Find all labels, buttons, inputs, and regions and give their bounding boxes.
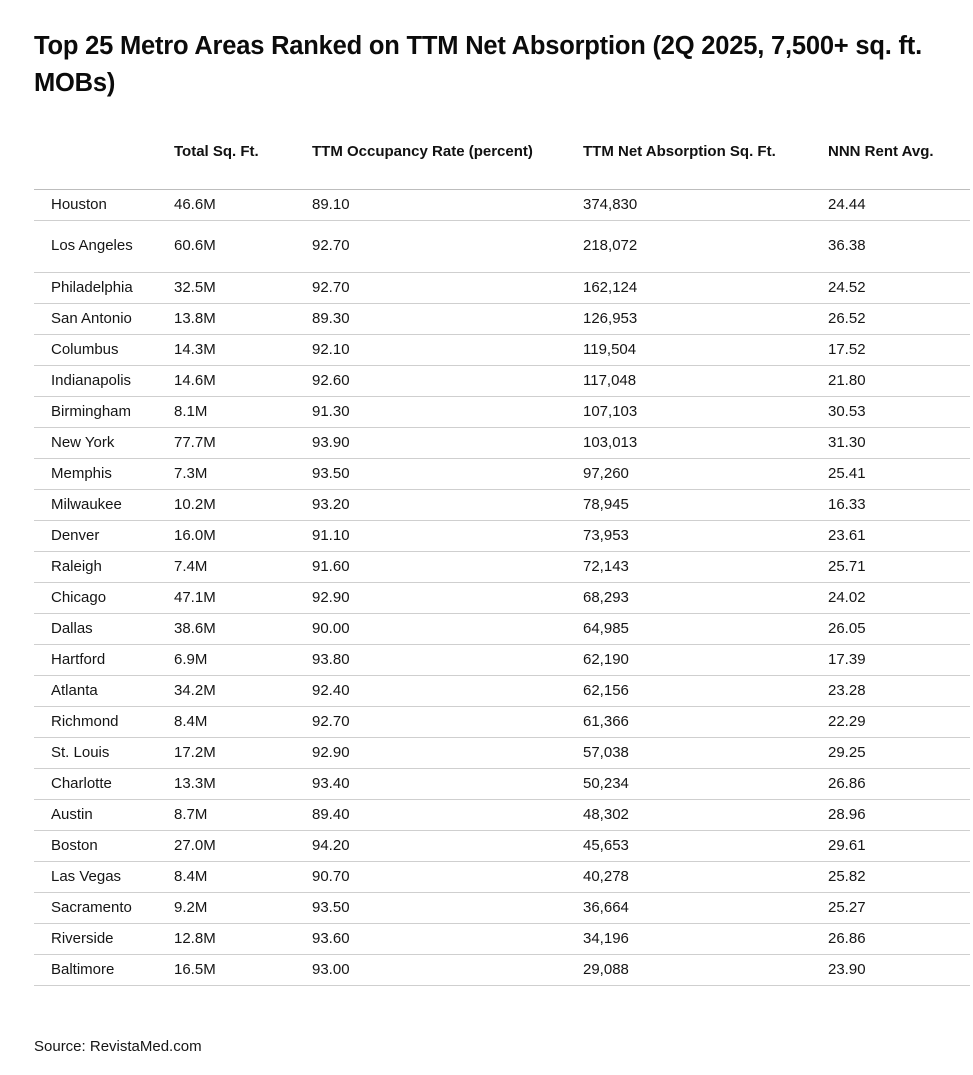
cell-occupancy-rate: 91.10 <box>312 520 583 551</box>
cell-total-sq-ft: 34.2M <box>174 675 312 706</box>
cell-total-sq-ft: 14.3M <box>174 334 312 365</box>
table-row <box>34 272 970 303</box>
cell-net-absorption: 62,190 <box>583 644 828 675</box>
cell-metro-name: St. Louis <box>34 737 174 768</box>
cell-total-sq-ft: 12.8M <box>174 923 312 954</box>
cell-occupancy-rate: 93.80 <box>312 644 583 675</box>
cell-nnn-rent: 23.90 <box>828 954 970 985</box>
cell-metro-name: Las Vegas <box>34 861 174 892</box>
table-row <box>34 458 970 489</box>
cell-total-sq-ft: 16.5M <box>174 954 312 985</box>
cell-occupancy-rate: 92.90 <box>312 737 583 768</box>
cell-nnn-rent: 30.53 <box>828 396 970 427</box>
cell-nnn-rent: 26.52 <box>828 303 970 334</box>
cell-occupancy-rate: 93.50 <box>312 892 583 923</box>
cell-net-absorption: 50,234 <box>583 768 828 799</box>
cell-net-absorption: 126,953 <box>583 303 828 334</box>
cell-occupancy-rate: 92.70 <box>312 272 583 303</box>
header-metro <box>34 140 174 189</box>
cell-total-sq-ft: 60.6M <box>174 220 312 272</box>
cell-occupancy-rate: 92.70 <box>312 706 583 737</box>
table-row <box>34 365 970 396</box>
cell-nnn-rent: 24.52 <box>828 272 970 303</box>
table-row <box>34 861 970 892</box>
cell-net-absorption: 40,278 <box>583 861 828 892</box>
cell-metro-name: Houston <box>34 189 174 220</box>
cell-metro-name: Dallas <box>34 613 174 644</box>
cell-metro-name: Austin <box>34 799 174 830</box>
table-row <box>34 334 970 365</box>
cell-metro-name: Birmingham <box>34 396 174 427</box>
cell-occupancy-rate: 91.30 <box>312 396 583 427</box>
cell-metro-name: Chicago <box>34 582 174 613</box>
cell-metro-name: Riverside <box>34 923 174 954</box>
cell-nnn-rent: 25.82 <box>828 861 970 892</box>
table-row <box>34 706 970 737</box>
cell-net-absorption: 57,038 <box>583 737 828 768</box>
cell-metro-name: Los Angeles <box>34 220 174 272</box>
cell-net-absorption: 117,048 <box>583 365 828 396</box>
cell-nnn-rent: 26.86 <box>828 768 970 799</box>
table-row <box>34 737 970 768</box>
cell-occupancy-rate: 92.70 <box>312 220 583 272</box>
cell-total-sq-ft: 8.1M <box>174 396 312 427</box>
cell-nnn-rent: 24.44 <box>828 189 970 220</box>
cell-metro-name: Atlanta <box>34 675 174 706</box>
cell-nnn-rent: 23.61 <box>828 520 970 551</box>
cell-metro-name: Milwaukee <box>34 489 174 520</box>
cell-occupancy-rate: 92.40 <box>312 675 583 706</box>
cell-net-absorption: 78,945 <box>583 489 828 520</box>
cell-net-absorption: 73,953 <box>583 520 828 551</box>
table-row <box>34 520 970 551</box>
cell-nnn-rent: 26.05 <box>828 613 970 644</box>
cell-occupancy-rate: 92.10 <box>312 334 583 365</box>
cell-nnn-rent: 17.39 <box>828 644 970 675</box>
cell-nnn-rent: 25.71 <box>828 551 970 582</box>
cell-occupancy-rate: 93.00 <box>312 954 583 985</box>
table-row <box>34 489 970 520</box>
cell-total-sq-ft: 13.3M <box>174 768 312 799</box>
cell-metro-name: Philadelphia <box>34 272 174 303</box>
cell-net-absorption: 72,143 <box>583 551 828 582</box>
table-row <box>34 427 970 458</box>
cell-occupancy-rate: 89.30 <box>312 303 583 334</box>
header-total-sq-ft: Total Sq. Ft. <box>174 140 312 189</box>
cell-total-sq-ft: 6.9M <box>174 644 312 675</box>
cell-metro-name: Denver <box>34 520 174 551</box>
cell-nnn-rent: 16.33 <box>828 489 970 520</box>
cell-total-sq-ft: 77.7M <box>174 427 312 458</box>
cell-occupancy-rate: 90.70 <box>312 861 583 892</box>
cell-net-absorption: 119,504 <box>583 334 828 365</box>
source-note: Source: RevistaMed.com <box>34 1038 202 1055</box>
cell-total-sq-ft: 38.6M <box>174 613 312 644</box>
cell-nnn-rent: 28.96 <box>828 799 970 830</box>
metro-absorption-table <box>34 140 970 986</box>
cell-net-absorption: 36,664 <box>583 892 828 923</box>
cell-total-sq-ft: 7.4M <box>174 551 312 582</box>
table-row <box>34 954 970 985</box>
cell-occupancy-rate: 93.40 <box>312 768 583 799</box>
cell-nnn-rent: 26.86 <box>828 923 970 954</box>
table-row <box>34 189 970 220</box>
cell-metro-name: Charlotte <box>34 768 174 799</box>
cell-net-absorption: 45,653 <box>583 830 828 861</box>
cell-total-sq-ft: 10.2M <box>174 489 312 520</box>
table-row <box>34 830 970 861</box>
cell-total-sq-ft: 13.8M <box>174 303 312 334</box>
table-row <box>34 582 970 613</box>
table-row <box>34 923 970 954</box>
cell-net-absorption: 34,196 <box>583 923 828 954</box>
cell-occupancy-rate: 93.50 <box>312 458 583 489</box>
cell-nnn-rent: 17.52 <box>828 334 970 365</box>
cell-metro-name: New York <box>34 427 174 458</box>
cell-occupancy-rate: 94.20 <box>312 830 583 861</box>
table-body <box>34 189 970 985</box>
cell-total-sq-ft: 17.2M <box>174 737 312 768</box>
table-row <box>34 675 970 706</box>
table-row <box>34 613 970 644</box>
cell-metro-name: Richmond <box>34 706 174 737</box>
cell-nnn-rent: 22.29 <box>828 706 970 737</box>
cell-nnn-rent: 25.27 <box>828 892 970 923</box>
table-row <box>34 892 970 923</box>
cell-total-sq-ft: 8.7M <box>174 799 312 830</box>
table-row <box>34 220 970 272</box>
cell-metro-name: Raleigh <box>34 551 174 582</box>
cell-net-absorption: 48,302 <box>583 799 828 830</box>
cell-nnn-rent: 31.30 <box>828 427 970 458</box>
cell-total-sq-ft: 27.0M <box>174 830 312 861</box>
cell-nnn-rent: 25.41 <box>828 458 970 489</box>
cell-occupancy-rate: 92.60 <box>312 365 583 396</box>
cell-net-absorption: 62,156 <box>583 675 828 706</box>
cell-net-absorption: 103,013 <box>583 427 828 458</box>
table-row <box>34 303 970 334</box>
cell-net-absorption: 218,072 <box>583 220 828 272</box>
cell-total-sq-ft: 9.2M <box>174 892 312 923</box>
cell-occupancy-rate: 89.10 <box>312 189 583 220</box>
cell-metro-name: Baltimore <box>34 954 174 985</box>
cell-nnn-rent: 24.02 <box>828 582 970 613</box>
cell-total-sq-ft: 7.3M <box>174 458 312 489</box>
cell-occupancy-rate: 92.90 <box>312 582 583 613</box>
cell-occupancy-rate: 93.20 <box>312 489 583 520</box>
cell-metro-name: San Antonio <box>34 303 174 334</box>
cell-net-absorption: 68,293 <box>583 582 828 613</box>
cell-metro-name: Columbus <box>34 334 174 365</box>
table-row <box>34 799 970 830</box>
metro-table-container <box>34 140 970 986</box>
cell-metro-name: Memphis <box>34 458 174 489</box>
table-row <box>34 768 970 799</box>
cell-occupancy-rate: 93.90 <box>312 427 583 458</box>
table-row <box>34 396 970 427</box>
cell-net-absorption: 97,260 <box>583 458 828 489</box>
cell-net-absorption: 162,124 <box>583 272 828 303</box>
cell-occupancy-rate: 91.60 <box>312 551 583 582</box>
cell-nnn-rent: 29.61 <box>828 830 970 861</box>
page-title: Top 25 Metro Areas Ranked on TTM Net Absorption (2Q 2025, 7,500+ sq. ft. MOBs) <box>34 32 922 97</box>
cell-total-sq-ft: 8.4M <box>174 861 312 892</box>
table-header-row <box>34 140 970 189</box>
header-nnn-rent: NNN Rent Avg. <box>828 140 970 189</box>
cell-nnn-rent: 21.80 <box>828 365 970 396</box>
cell-total-sq-ft: 8.4M <box>174 706 312 737</box>
cell-total-sq-ft: 16.0M <box>174 520 312 551</box>
cell-occupancy-rate: 93.60 <box>312 923 583 954</box>
cell-nnn-rent: 29.25 <box>828 737 970 768</box>
cell-total-sq-ft: 32.5M <box>174 272 312 303</box>
cell-net-absorption: 107,103 <box>583 396 828 427</box>
cell-total-sq-ft: 46.6M <box>174 189 312 220</box>
cell-metro-name: Hartford <box>34 644 174 675</box>
cell-net-absorption: 64,985 <box>583 613 828 644</box>
cell-nnn-rent: 36.38 <box>828 220 970 272</box>
table-row <box>34 551 970 582</box>
cell-total-sq-ft: 14.6M <box>174 365 312 396</box>
cell-metro-name: Sacramento <box>34 892 174 923</box>
cell-net-absorption: 29,088 <box>583 954 828 985</box>
table-row <box>34 644 970 675</box>
cell-occupancy-rate: 90.00 <box>312 613 583 644</box>
cell-metro-name: Boston <box>34 830 174 861</box>
cell-occupancy-rate: 89.40 <box>312 799 583 830</box>
cell-total-sq-ft: 47.1M <box>174 582 312 613</box>
header-occupancy-rate: TTM Occupancy Rate (percent) <box>312 140 583 189</box>
cell-nnn-rent: 23.28 <box>828 675 970 706</box>
header-net-absorption: TTM Net Absorption Sq. Ft. <box>583 140 828 189</box>
cell-metro-name: Indianapolis <box>34 365 174 396</box>
cell-net-absorption: 374,830 <box>583 189 828 220</box>
cell-net-absorption: 61,366 <box>583 706 828 737</box>
